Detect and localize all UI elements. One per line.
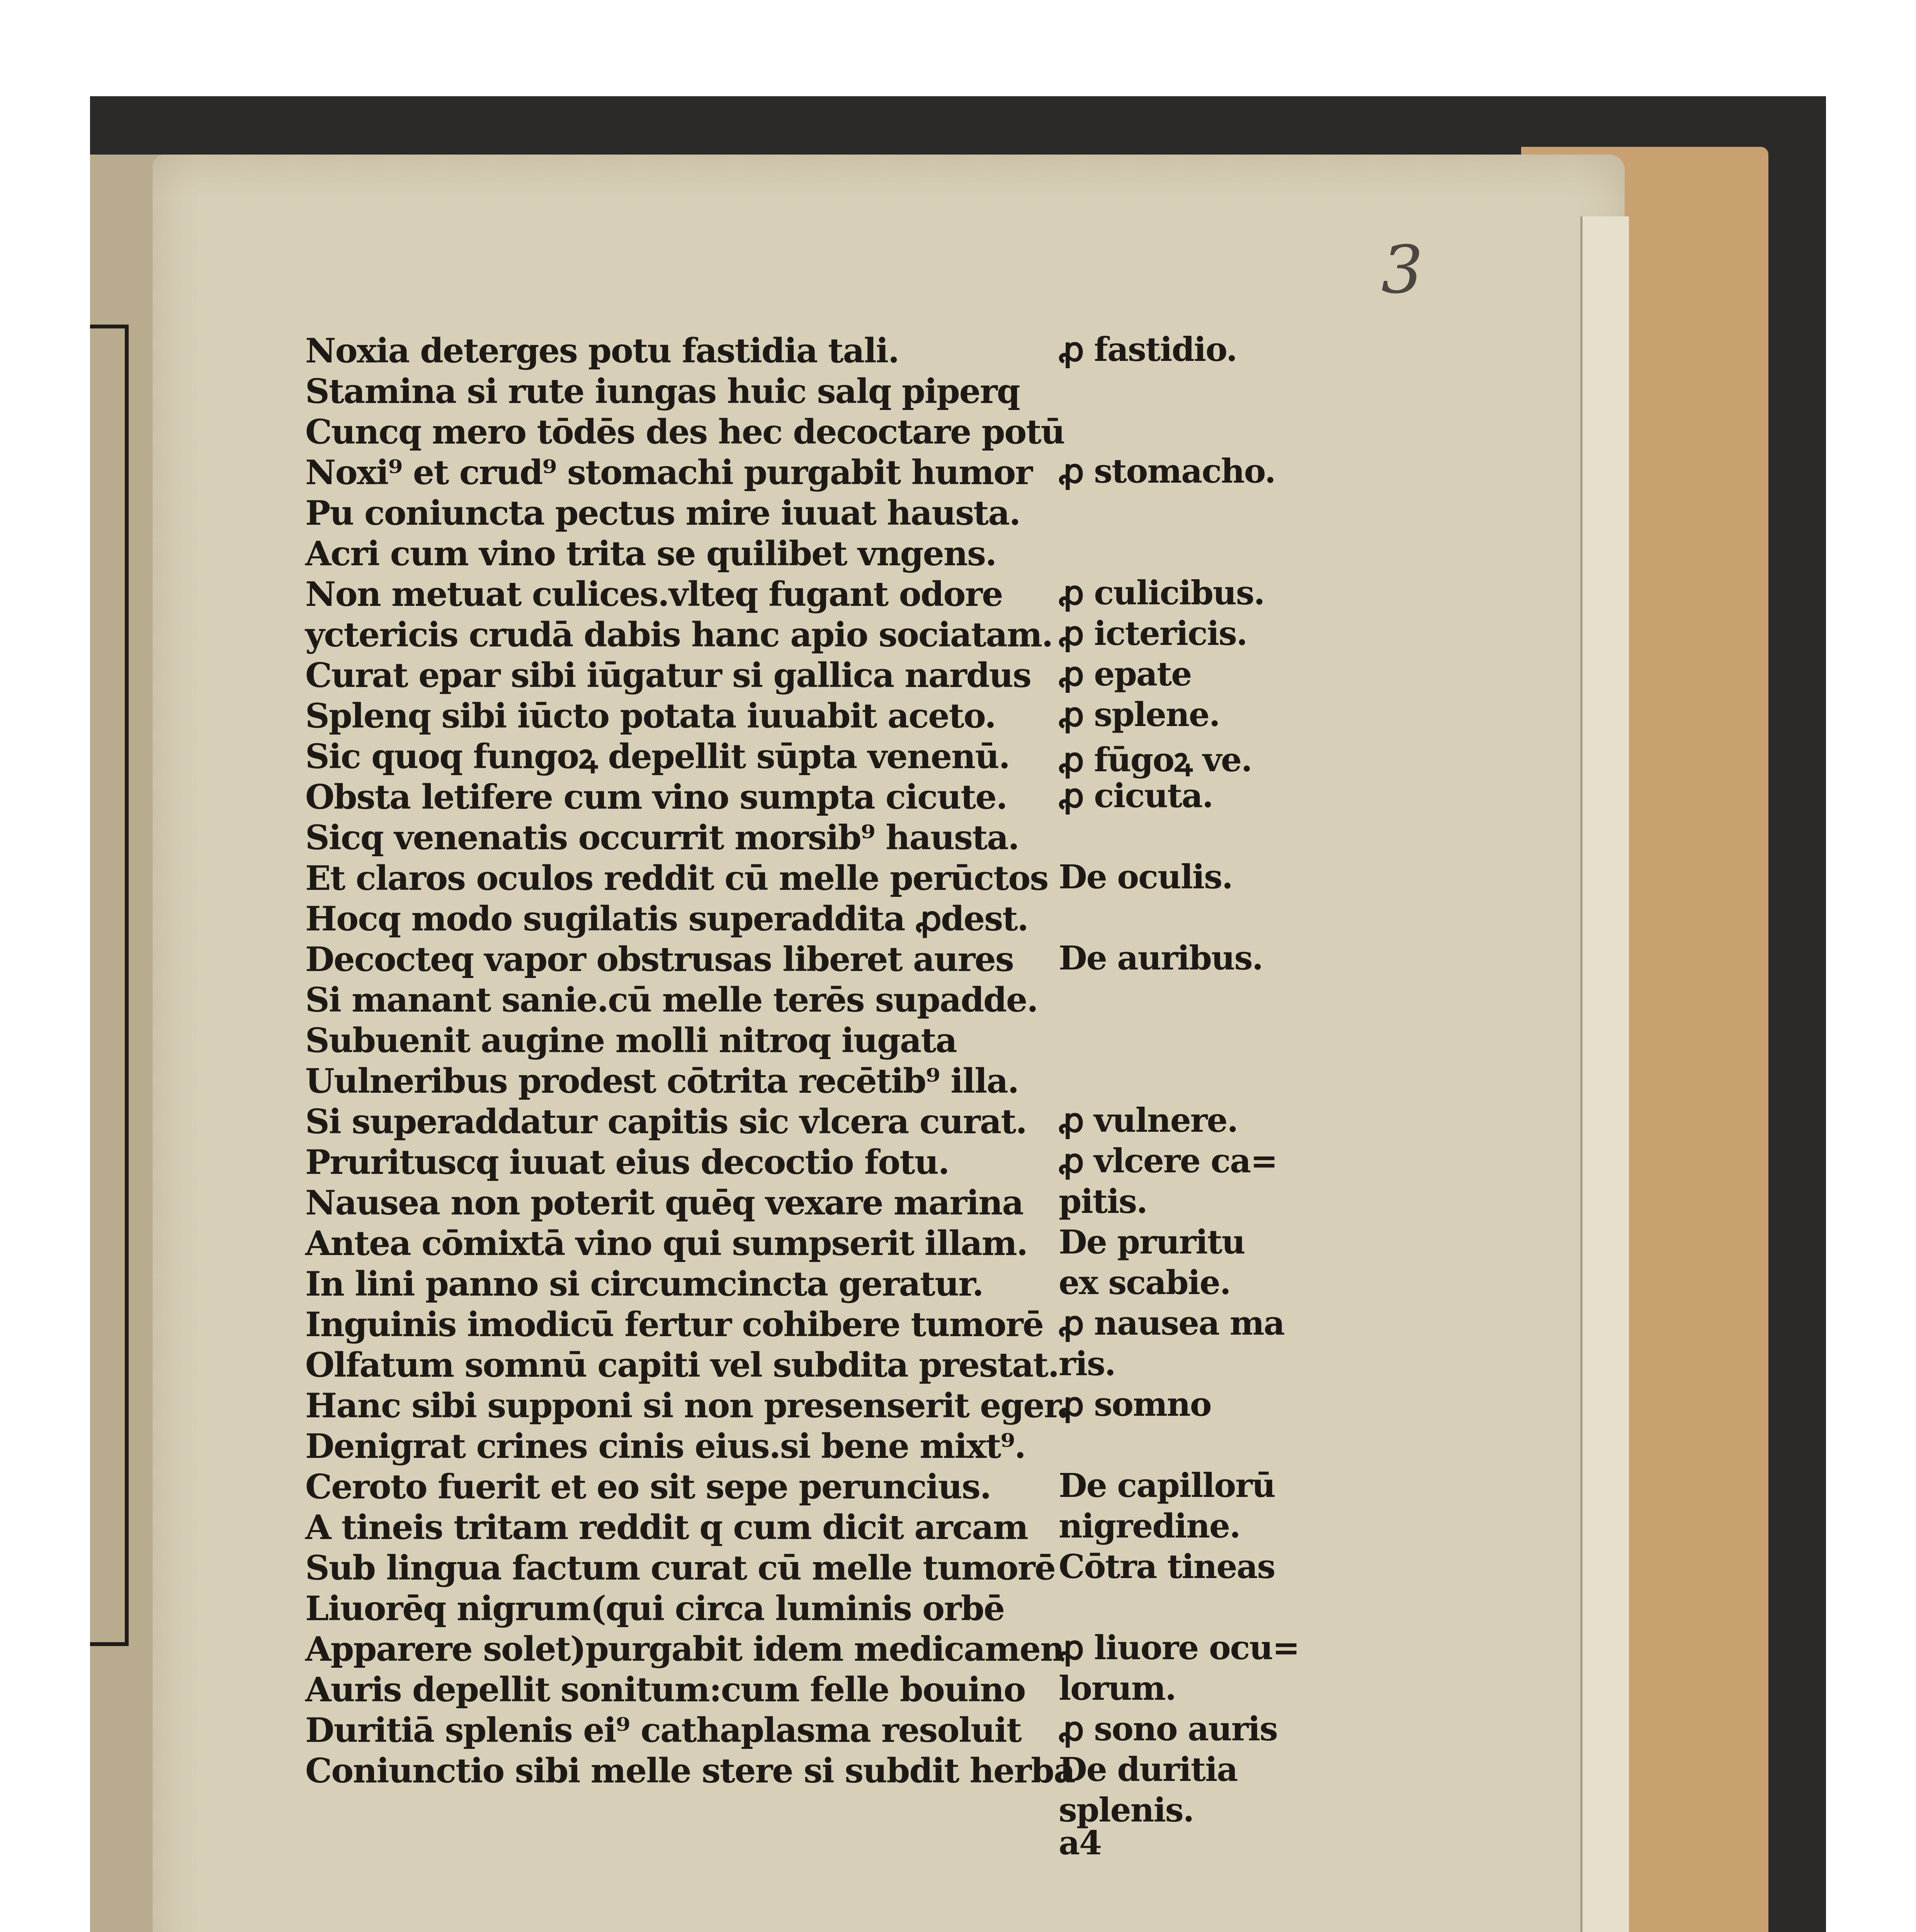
marginal-note: ꝓ cicuta. — [1059, 777, 1213, 815]
signature-mark: a4 — [1059, 1824, 1102, 1862]
text-line: Hocq modo sugilatis superaddita ꝓdest. — [305, 899, 1028, 939]
marginal-note: ꝓ epate — [1059, 655, 1192, 694]
text-line: Decocteq vapor obstrusas liberet aures — [305, 939, 1013, 979]
text-line: Cuncq mero tōdēs des hec decoctare potū — [305, 412, 1064, 452]
marginal-note: ꝓ vlcere ca= — [1059, 1142, 1277, 1180]
text-line: Pu coniuncta pectus mire iuuat hausta. — [305, 493, 1020, 533]
text-line: Hanc sibi supponi si non presenserit eger. — [305, 1386, 1069, 1425]
marginal-note: ꝓ nausea ma — [1059, 1304, 1284, 1343]
text-line: Nausea non poterit quēq vexare marina — [305, 1183, 1023, 1223]
marginal-note: ex scabie. — [1059, 1264, 1231, 1302]
marginal-note: lorum. — [1059, 1669, 1176, 1708]
text-line: In lini panno si circumcincta geratur. — [305, 1264, 983, 1304]
marginal-note: ꝓ liuore ocu= — [1059, 1629, 1299, 1667]
marginal-note: ꝓ fūgoꝝ ve. — [1059, 741, 1252, 779]
marginal-note: ꝓ splene. — [1059, 696, 1220, 734]
text-line: Ceroto fuerit et eo sit sepe peruncius. — [305, 1467, 991, 1507]
marginal-note: ꝓ somno — [1059, 1385, 1211, 1424]
text-line: Liuorēq nigrum(qui circa luminis orbē — [305, 1588, 1005, 1628]
marginal-note: ris. — [1059, 1345, 1115, 1383]
text-line: Stamina si rute iungas huic salq piperq — [305, 371, 1020, 411]
marginal-note: ꝓ vulnere. — [1059, 1101, 1238, 1140]
text-line: Inguinis imodicū fertur cohibere tumorē — [305, 1304, 1044, 1344]
text-line: Si manant sanie.cū melle terēs supadde. — [305, 980, 1038, 1020]
text-line: Si superaddatur capitis sic vlcera curat. — [305, 1102, 1027, 1141]
marginal-note: pitis. — [1059, 1182, 1147, 1221]
left-page-frame — [90, 325, 129, 1646]
text-line: Curat epar sibi iūgatur si gallica nardus — [305, 655, 1031, 695]
marginal-note: De oculis. — [1059, 858, 1233, 896]
text-line: Olfatum somnū capiti vel subdita prestat. — [305, 1345, 1059, 1385]
marginal-note: De duritia — [1059, 1750, 1238, 1789]
text-line: Uulneribus prodest cōtrita recētib⁹ illa. — [305, 1061, 1019, 1101]
marginal-note: De auribus. — [1059, 939, 1263, 978]
text-line: Duritiā splenis ei⁹ cathaplasma resoluit — [305, 1710, 1021, 1750]
marginal-note: De capillorū — [1059, 1466, 1275, 1505]
text-line: Noxi⁹ et crud⁹ stomachi purgabit humor — [305, 452, 1032, 492]
marginal-note: ꝓ fastidio. — [1059, 330, 1237, 369]
folio-number: 3 — [1381, 232, 1423, 308]
text-line: Denigrat crines cinis eius.si bene mixt⁹. — [305, 1426, 1025, 1466]
text-line: Noxia deterges potu fastidia tali. — [305, 331, 899, 371]
text-line: A tineis tritam reddit q cum dicit arcam — [305, 1507, 1028, 1547]
text-line: Et claros oculos reddit cū melle perūctos — [305, 858, 1048, 898]
text-line: Coniunctio sibi melle stere si subdit herba — [305, 1751, 1075, 1791]
marginal-note: splenis. — [1059, 1791, 1194, 1830]
marginal-note: Cōtra tineas — [1059, 1548, 1275, 1586]
text-line: Antea cōmixtā vino qui sumpserit illam. — [305, 1223, 1028, 1263]
marginal-note: ꝓ stomacho. — [1059, 452, 1275, 491]
text-line: Acri cum vino trita se quilibet vngens. — [305, 534, 996, 573]
text-line: Sic quoq fungoꝝ depellit sūpta venenū. — [305, 736, 1010, 776]
marginal-note: De pruritu — [1059, 1223, 1245, 1262]
text-line: Auris depellit sonitum:cum felle bouino — [305, 1670, 1025, 1709]
marginal-note: ꝓ sono auris — [1059, 1710, 1277, 1748]
marginal-note: nigredine. — [1059, 1507, 1240, 1546]
text-line: yctericis crudā dabis hanc apio sociatam. — [305, 615, 1053, 655]
text-line: Splenq sibi iūcto potata iuuabit aceto. — [305, 696, 996, 736]
page-stack-edge — [1580, 216, 1629, 1932]
text-line: Apparere solet)purgabit idem medicamen — [305, 1629, 1064, 1669]
text-line: Obsta letifere cum vino sumpta cicute. — [305, 777, 1007, 817]
marginal-note: ꝓ culicibus. — [1059, 574, 1265, 612]
text-line: Sub lingua factum curat cū melle tumorē — [305, 1548, 1056, 1588]
marginal-note: ꝓ ictericis. — [1059, 614, 1247, 653]
text-line: Sicq venenatis occurrit morsib⁹ hausta. — [305, 818, 1019, 857]
text-line: Subuenit augine molli nitroq iugata — [305, 1020, 957, 1060]
text-line: Non metuat culices.vlteq fugant odore — [305, 574, 1003, 614]
main-text-block — [305, 330, 1078, 1791]
text-line: Prurituscq iuuat eius decoctio fotu. — [305, 1142, 949, 1182]
